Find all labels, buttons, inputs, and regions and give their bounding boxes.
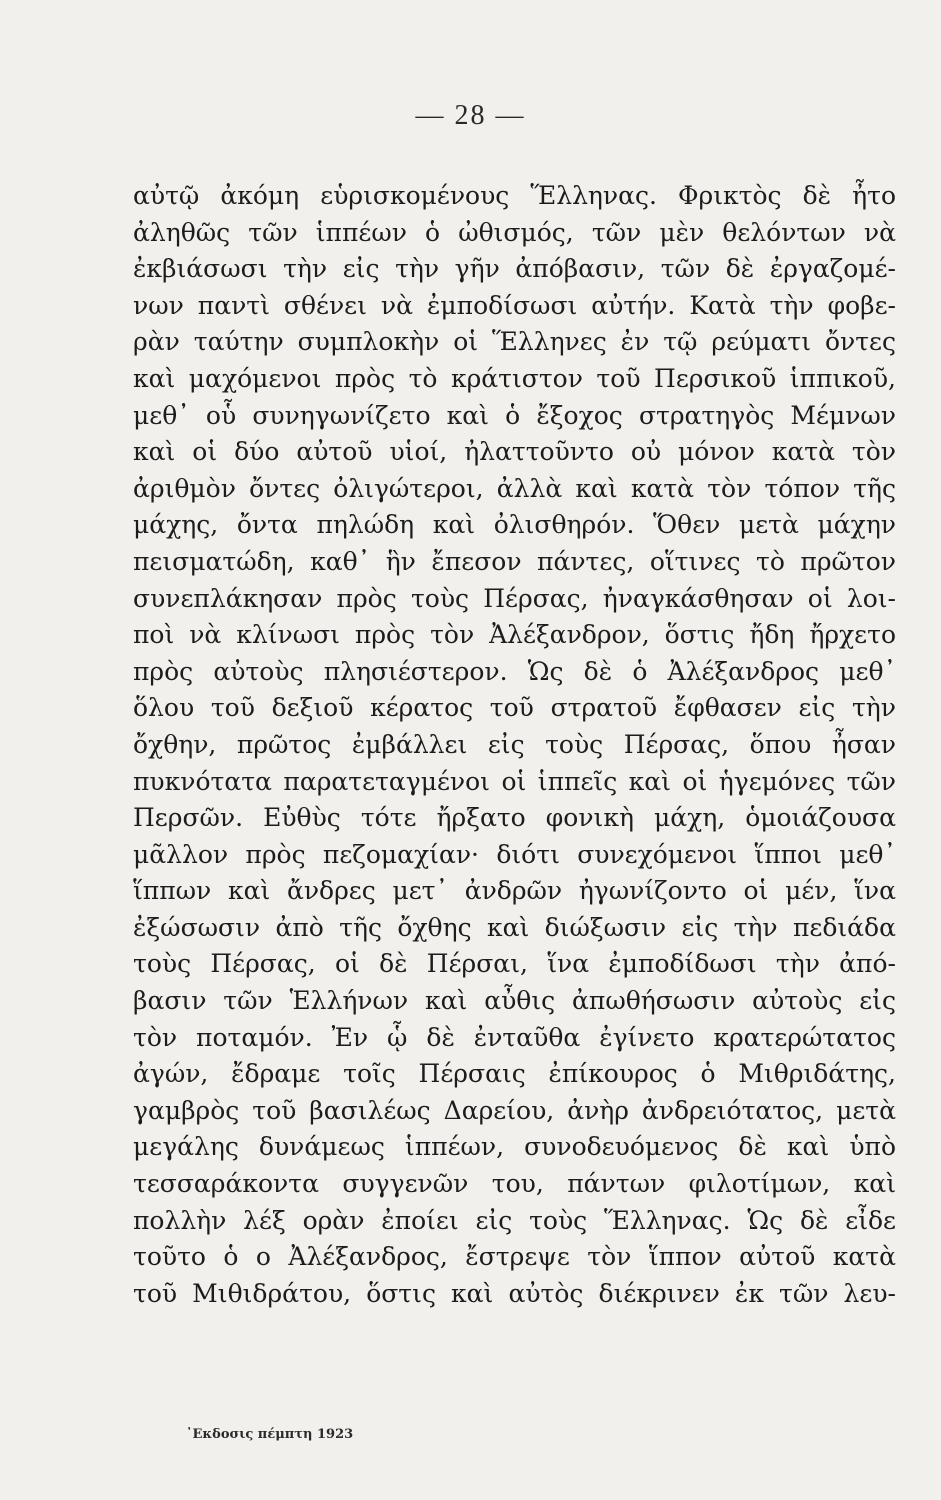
text-line: τεσσαράκοντα συγγενῶν του, πάντων φιλοτίμων, καὶ — [133, 1169, 896, 1199]
text-line: πρὸς αὐτοὺς πλησιέστερον. Ὡς δὲ ὁ Ἀλέξανδρος μεθ᾽ — [133, 656, 896, 686]
text-line: τὸν ποταμόν. Ἐν ᾧ δὲ ἐνταῦθα ἐγίνετο κρατερώτατος — [133, 1022, 896, 1052]
text-line: καὶ μαχόμενοι πρὸς τὸ κράτιστον τοῦ Περσικοῦ ἱππικοῦ, — [133, 363, 896, 393]
text-line: ὅλου τοῦ δεξιοῦ κέρατος τοῦ στρατοῦ ἔφθασεν εἰς τὴν — [133, 693, 896, 723]
text-line: Περσῶν. Εὐθὺς τότε ἤρξατο φονικὴ μάχη, ὁμοιάζουσα — [133, 803, 896, 833]
text-line: ἀριθμὸν ὄντες ὀλιγώτεροι, ἀλλὰ καὶ κατὰ τὸν τόπον τῆς — [133, 473, 896, 503]
text-line: πολλὴν λέξ ορὰν ἐποίει εἰς τοὺς Ἕλληνας. Ὡς δὲ εἶδε — [133, 1205, 896, 1235]
text-line: ἐξώσωσιν ἀπὸ τῆς ὄχθης καὶ διώξωσιν εἰς τὴν πεδιάδα — [133, 912, 896, 942]
text-line: ποὶ νὰ κλίνωσι πρὸς τὸν Ἀλέξανδρον, ὅστις ἤδη ἤρχετο — [133, 620, 896, 650]
text-line: μεγάλης δυνάμεως ἱππέων, συνοδευόμενος δὲ καὶ ὑπὸ — [133, 1132, 896, 1162]
text-line: πυκνότατα παρατεταγμένοι οἱ ἱππεῖς καὶ οἱ ἡγεμόνες τῶν — [133, 766, 896, 796]
text-line: πεισματώδη, καθ᾽ ἣν ἔπεσον πάντες, οἵτινες τὸ πρῶτον — [133, 546, 896, 576]
text-line: αὐτῷ ἀκόμη εὑρισκομένους Ἕλληνας. Φρικτὸς δὲ ἦτο — [133, 181, 896, 210]
page-number: — 28 — — [415, 100, 526, 131]
text-line: ἀληθῶς τῶν ἱππέων ὁ ὠθισμός, τῶν μὲν θελόντων νὰ — [133, 217, 896, 247]
body-text — [133, 178, 896, 1312]
text-line: νων παντὶ σθένει νὰ ἐμποδίσωσι αὐτήν. Κατὰ τὴν φοβε- — [133, 290, 896, 320]
edition-footnote: ᾽Εκδοσις πέμπτη 1923 — [186, 1427, 354, 1442]
text-line: ἀγών, ἔδραμε τοῖς Πέρσαις ἐπίκουρος ὁ Μιθριδάτης, — [133, 1059, 896, 1089]
text-line: συνεπλάκησαν πρὸς τοὺς Πέρσας, ἠναγκάσθησαν οἱ λοι- — [133, 583, 896, 613]
text-line: μεθ᾽ οὗ συνηγωνίζετο καὶ ὁ ἔξοχος στρατηγὸς Μέμνων — [133, 400, 896, 430]
text-line: μάχης, ὄντα πηλώδη καὶ ὀλισθηρόν. Ὅθεν μετὰ μάχην — [133, 510, 896, 540]
text-line: βασιν τῶν Ἑλλήνων καὶ αὖθις ἀπωθήσωσιν αὐτοὺς εἰς — [133, 986, 896, 1016]
text-line: τοὺς Πέρσας, οἱ δὲ Πέρσαι, ἵνα ἐμποδίδωσι τὴν ἀπό- — [133, 949, 896, 979]
text-line: ρὰν ταύτην συμπλοκὴν οἱ Ἕλληνες ἐν τῷ ρεύματι ὄντες — [133, 327, 896, 357]
text-line: ἐκβιάσωσι τὴν εἰς τὴν γῆν ἀπόβασιν, τῶν δὲ ἐργαζομέ- — [133, 254, 896, 284]
text-line: τοῦτο ὁ ο Ἀλέξανδρος, ἔστρεψε τὸν ἵππον αὐτοῦ κατὰ — [133, 1242, 896, 1272]
text-line: τοῦ Μιθιδράτου, ὅστις καὶ αὐτὸς διέκρινεν ἐκ τῶν λευ- — [133, 1278, 896, 1308]
text-line: μᾶλλον πρὸς πεζομαχίαν· διότι συνεχόμενοι ἵπποι μεθ᾽ — [133, 839, 896, 869]
text-line: γαμβρὸς τοῦ βασιλέως Δαρείου, ἀνὴρ ἀνδρειότατος, μετὰ — [133, 1095, 896, 1125]
text-line: καὶ οἱ δύο αὐτοῦ υἱοί, ἠλαττοῦντο οὐ μόνον κατὰ τὸν — [133, 437, 896, 467]
text-line: ὄχθην, πρῶτος ἐμβάλλει εἰς τοὺς Πέρσας, ὅπου ἦσαν — [133, 729, 896, 759]
text-line: ἵππων καὶ ἄνδρες μετ᾽ ἀνδρῶν ἠγωνίζοντο οἱ μέν, ἵνα — [133, 876, 896, 906]
